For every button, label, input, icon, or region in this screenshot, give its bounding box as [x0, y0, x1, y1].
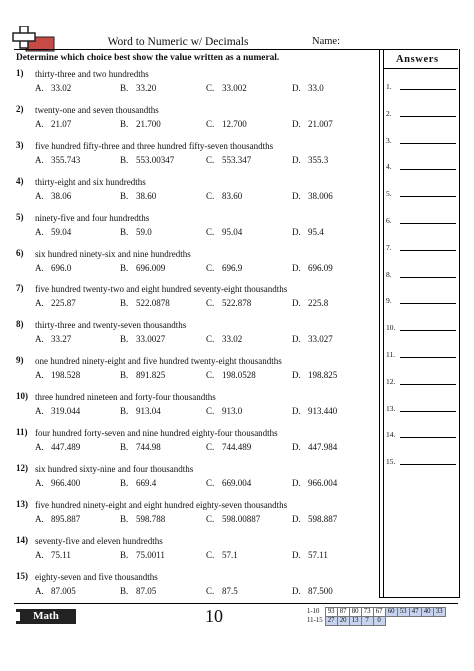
choice-b[interactable]: [120, 83, 156, 93]
choice-value: 33.0027: [136, 334, 166, 345]
choice-value: 198.0528: [222, 370, 256, 381]
choice-b[interactable]: [120, 298, 170, 308]
choice-value: 21.07: [51, 118, 72, 129]
choice-d[interactable]: [292, 370, 337, 380]
question-8: [16, 319, 374, 353]
choice-c[interactable]: [206, 227, 242, 237]
choice-letter: C.: [206, 262, 215, 273]
choice-d[interactable]: [292, 83, 324, 93]
answer-blank[interactable]: [400, 223, 456, 224]
answer-line-7[interactable]: [386, 240, 456, 254]
answer-line-5[interactable]: [386, 186, 456, 200]
choice-letter: B.: [120, 154, 129, 165]
choice-letter: D.: [292, 190, 301, 201]
score-cell: 47: [409, 608, 421, 617]
choice-letter: C.: [206, 585, 215, 596]
score-cell: 53: [397, 608, 409, 617]
answer-line-6[interactable]: [386, 213, 456, 227]
choice-value: 522.878: [222, 298, 252, 309]
question-14: [16, 535, 374, 569]
choice-value: 57.11: [308, 549, 328, 560]
choice-c[interactable]: [206, 155, 251, 165]
choice-letter: A.: [35, 154, 44, 165]
choice-letter: D.: [292, 226, 301, 237]
choice-c[interactable]: [206, 478, 251, 488]
choice-value: 59.04: [51, 226, 72, 237]
choice-value: 598.00887: [222, 513, 261, 524]
choice-letter: B.: [120, 477, 129, 488]
choice-b[interactable]: [120, 442, 161, 452]
choice-d[interactable]: [292, 119, 333, 129]
choice-letter: C.: [206, 513, 215, 524]
choice-value: 355.3: [308, 154, 329, 165]
answer-line-10[interactable]: [386, 320, 456, 334]
question-text: thirty-three and two hundredths: [35, 69, 149, 79]
choice-value: 598.887: [308, 513, 338, 524]
choice-letter: A.: [35, 513, 44, 524]
choice-b[interactable]: [120, 514, 165, 524]
choice-value: 447.489: [51, 442, 81, 452]
question-12: [16, 463, 374, 497]
choice-value: 225.8: [308, 298, 329, 309]
choice-value: 553.00347: [136, 154, 175, 165]
answers-title: Answers: [396, 54, 439, 65]
choice-value: 87.5: [222, 585, 238, 596]
choice-letter: C.: [206, 549, 215, 560]
choice-letter: C.: [206, 406, 215, 417]
choice-letter: D.: [292, 334, 301, 345]
choice-b[interactable]: [120, 155, 174, 165]
choice-letter: C.: [206, 118, 215, 129]
choice-b[interactable]: [120, 227, 152, 237]
choice-value: 87.500: [308, 585, 333, 596]
choice-letter: D.: [292, 513, 301, 524]
choice-letter: A.: [35, 118, 44, 129]
choice-letter: A.: [35, 406, 44, 417]
question-text: thirty-three and twenty-seven thousandths: [35, 320, 187, 331]
choice-b[interactable]: [120, 191, 156, 201]
choice-letter: D.: [292, 370, 301, 381]
question-5: [16, 212, 374, 246]
answer-number: 10.: [386, 323, 396, 333]
choice-a[interactable]: [35, 227, 71, 237]
score-cell: 0: [373, 617, 385, 626]
choice-letter: B.: [120, 442, 129, 452]
question-number: 14): [16, 534, 28, 545]
choice-value: 225.87: [51, 298, 76, 309]
choice-d[interactable]: [292, 550, 328, 560]
choice-letter: D.: [292, 298, 301, 309]
choice-letter: D.: [292, 477, 301, 488]
choice-letter: C.: [206, 477, 215, 488]
choice-a[interactable]: [35, 119, 71, 129]
answer-line-4[interactable]: [386, 159, 456, 173]
choice-d[interactable]: [292, 263, 333, 273]
question-number: 2): [16, 103, 24, 114]
choice-letter: C.: [206, 226, 215, 237]
choice-value: 744.98: [136, 442, 161, 452]
choice-value: 87.05: [136, 585, 157, 596]
choice-letter: B.: [120, 226, 129, 237]
answer-number: 1.: [386, 82, 392, 91]
choice-a[interactable]: [35, 442, 80, 452]
choice-b[interactable]: [120, 370, 165, 380]
choice-a[interactable]: [35, 263, 71, 273]
choice-letter: A.: [35, 298, 44, 309]
choice-value: 895.887: [51, 513, 81, 524]
choice-value: 33.0: [308, 83, 324, 93]
answer-line-15[interactable]: [386, 454, 456, 468]
choice-b[interactable]: [120, 586, 156, 596]
answer-line-13[interactable]: [386, 401, 456, 415]
choice-letter: D.: [292, 118, 301, 129]
question-2: [16, 104, 374, 138]
question-3: [16, 140, 374, 174]
choice-letter: B.: [120, 549, 129, 560]
choice-value: 522.0878: [136, 298, 170, 309]
choice-value: 33.002: [222, 83, 247, 93]
choice-letter: B.: [120, 370, 129, 381]
question-text: thirty-eight and six hundredths: [35, 176, 146, 187]
choice-letter: A.: [35, 442, 44, 452]
choice-letter: B.: [120, 83, 129, 93]
choice-value: 75.0011: [136, 549, 165, 560]
choice-value: 95.4: [308, 226, 324, 237]
choice-d[interactable]: [292, 586, 333, 596]
answer-blank[interactable]: [400, 437, 456, 438]
choice-value: 966.400: [51, 477, 81, 488]
choice-letter: C.: [206, 334, 215, 345]
choice-letter: C.: [206, 83, 215, 93]
score-cell: 33: [433, 608, 445, 617]
choice-c[interactable]: [206, 119, 247, 129]
choice-letter: C.: [206, 190, 215, 201]
question-number: 12): [16, 462, 28, 473]
choice-value: 696.0: [51, 262, 72, 273]
choice-a[interactable]: [35, 83, 71, 93]
choice-letter: A.: [35, 585, 44, 596]
answer-number: 6.: [386, 216, 392, 225]
answer-number: 7.: [386, 242, 392, 252]
choice-c[interactable]: [206, 83, 247, 93]
answers-divider: [383, 68, 458, 69]
choice-value: 553.347: [222, 154, 252, 165]
score-cell: 67: [373, 608, 385, 617]
choice-d[interactable]: [292, 334, 333, 344]
choice-d[interactable]: [292, 406, 337, 416]
answer-number: 12.: [386, 376, 396, 386]
choice-c[interactable]: [206, 298, 251, 308]
question-text: six hundred sixty-nine and four thousandths: [35, 463, 194, 474]
choice-value: 891.825: [136, 370, 166, 381]
choice-value: 57.1: [222, 549, 238, 560]
choice-letter: D.: [292, 406, 301, 417]
question-text: seventy-five and eleven hundredths: [35, 535, 163, 546]
choice-c[interactable]: [206, 550, 238, 560]
answer-number: 2.: [386, 108, 392, 118]
score-cell: 27: [325, 617, 337, 626]
answer-line-1[interactable]: [386, 79, 456, 93]
choice-c[interactable]: [206, 370, 256, 380]
answer-blank[interactable]: [400, 303, 456, 304]
choice-value: 913.0: [222, 406, 243, 417]
footer-divider: [14, 603, 458, 604]
choice-a[interactable]: [35, 478, 80, 488]
choice-letter: D.: [292, 262, 301, 273]
choice-value: 913.04: [136, 406, 161, 417]
choice-value: 95.04: [222, 226, 243, 237]
answer-number: 3.: [386, 135, 392, 145]
question-number: 6): [16, 247, 24, 258]
page-number: 10: [205, 606, 223, 626]
choice-value: 83.60: [222, 190, 243, 201]
choice-d[interactable]: [292, 298, 328, 308]
question-number: 8): [16, 319, 24, 330]
choice-value: 33.02: [222, 334, 243, 345]
choice-letter: C.: [206, 298, 215, 309]
choice-value: 319.044: [51, 406, 81, 417]
question-13: [16, 499, 374, 533]
answer-line-8[interactable]: [386, 267, 456, 281]
choice-value: 669.004: [222, 477, 252, 488]
choice-value: 447.984: [308, 442, 338, 452]
choice-c[interactable]: [206, 334, 242, 344]
score-row: [306, 617, 445, 626]
question-9: [16, 355, 374, 389]
question-number: 9): [16, 355, 24, 366]
subject-badge: Math: [16, 609, 76, 624]
choice-d[interactable]: [292, 478, 337, 488]
choice-value: 744.489: [222, 442, 252, 452]
choice-value: 966.004: [308, 477, 338, 488]
answer-line-14[interactable]: [386, 427, 456, 441]
choice-value: 33.27: [51, 334, 72, 345]
choice-c[interactable]: [206, 442, 251, 452]
choice-value: 355.743: [51, 154, 81, 165]
choice-letter: D.: [292, 585, 301, 596]
answer-blank[interactable]: [400, 384, 456, 385]
choice-letter: B.: [120, 190, 129, 201]
choice-letter: A.: [35, 83, 44, 93]
choice-c[interactable]: [206, 406, 242, 416]
answer-number: 15.: [386, 457, 396, 467]
question-6: [16, 248, 374, 282]
choice-value: 696.009: [136, 262, 166, 273]
choice-value: 75.11: [51, 549, 71, 560]
choice-d[interactable]: [292, 227, 324, 237]
answer-line-12[interactable]: [386, 374, 456, 388]
answer-number: 4.: [386, 162, 392, 172]
choice-c[interactable]: [206, 586, 238, 596]
question-number: 1): [16, 68, 24, 78]
choice-a[interactable]: [35, 550, 71, 560]
choice-a[interactable]: [35, 370, 80, 380]
choice-d[interactable]: [292, 155, 328, 165]
question-text: ninety-five and four hundredths: [35, 212, 150, 223]
choice-b[interactable]: [120, 263, 165, 273]
score-row-label: 1-10: [307, 608, 320, 615]
choice-value: 198.528: [51, 370, 81, 381]
choice-b[interactable]: [120, 406, 161, 416]
question-text: eighty-seven and five thousandths: [35, 571, 158, 582]
choice-a[interactable]: [35, 191, 71, 201]
choice-value: 38.60: [136, 190, 157, 201]
choice-value: 696.09: [308, 262, 333, 273]
answer-blank[interactable]: [400, 169, 456, 170]
question-number: 4): [16, 175, 24, 186]
choice-value: 913.440: [308, 406, 338, 417]
choice-letter: D.: [292, 83, 301, 93]
choice-value: 38.006: [308, 190, 333, 201]
choice-d[interactable]: [292, 442, 337, 452]
answer-blank[interactable]: [400, 411, 456, 412]
answer-line-3[interactable]: [386, 133, 456, 147]
score-row-label: 11-15: [307, 617, 323, 624]
score-cell: 93: [325, 608, 337, 617]
choice-letter: B.: [120, 513, 129, 524]
choice-value: 87.005: [51, 585, 76, 596]
answer-number: 8.: [386, 269, 392, 279]
choice-a[interactable]: [35, 406, 80, 416]
choice-value: 33.027: [308, 334, 333, 345]
score-cell: 60: [385, 608, 397, 617]
question-text: twenty-one and seven thousandths: [35, 104, 159, 115]
choice-b[interactable]: [120, 478, 156, 488]
answer-number: 14.: [386, 430, 396, 440]
score-table: [306, 607, 446, 626]
instructions: Determine which choice best show the value written as a numeral.: [16, 53, 280, 63]
question-number: 3): [16, 139, 24, 150]
score-row: [306, 608, 445, 617]
answer-blank[interactable]: [400, 357, 456, 358]
score-cell: 87: [337, 608, 349, 617]
question-text: one hundred ninety-eight and five hundred twenty-eight thousandths: [35, 356, 282, 367]
choice-c[interactable]: [206, 263, 242, 273]
choice-value: 669.4: [136, 477, 157, 488]
choice-b[interactable]: [120, 550, 165, 560]
choice-letter: B.: [120, 298, 129, 309]
question-10: [16, 391, 374, 425]
score-cell: 73: [361, 608, 373, 617]
choice-value: 33.20: [136, 83, 157, 93]
choice-a[interactable]: [35, 155, 80, 165]
choice-letter: D.: [292, 549, 301, 560]
choice-letter: B.: [120, 334, 129, 345]
choice-b[interactable]: [120, 119, 161, 129]
choice-value: 598.788: [136, 513, 166, 524]
answer-blank[interactable]: [400, 143, 456, 144]
question-number: 5): [16, 211, 24, 222]
answer-number: 13.: [386, 403, 396, 413]
question-text: six hundred ninety-six and nine hundredths: [35, 248, 191, 259]
choice-letter: B.: [120, 118, 129, 129]
choice-letter: A.: [35, 190, 44, 201]
choice-letter: D.: [292, 154, 301, 165]
answer-number: 5.: [386, 189, 392, 199]
answer-number: 9.: [386, 296, 392, 306]
question-11: [16, 427, 374, 461]
choice-c[interactable]: [206, 514, 260, 524]
question-4: [16, 176, 374, 210]
choice-letter: B.: [120, 585, 129, 596]
answer-line-2[interactable]: [386, 106, 456, 120]
score-cell: 13: [349, 617, 361, 626]
answer-blank[interactable]: [400, 116, 456, 117]
choice-value: 696.9: [222, 262, 243, 273]
question-text: three hundred nineteen and forty-four thousandths: [35, 392, 216, 403]
question-text: five hundred fifty-three and three hundred fifty-seven thousandths: [35, 140, 274, 151]
question-number: 10): [16, 391, 28, 402]
choice-letter: A.: [35, 477, 44, 488]
choice-a[interactable]: [35, 298, 76, 308]
question-number: 11): [16, 427, 28, 437]
question-text: five hundred ninety-eight and eight hundred eighty-seven thousandths: [35, 499, 288, 510]
choice-letter: C.: [206, 370, 215, 381]
choice-b[interactable]: [120, 334, 165, 344]
choice-letter: C.: [206, 442, 215, 452]
choice-letter: B.: [120, 262, 129, 273]
choice-value: 21.007: [308, 118, 333, 129]
question-number: 7): [16, 283, 24, 294]
worksheet-title: Word to Numeric w/ Decimals: [107, 36, 249, 48]
choice-letter: A.: [35, 549, 44, 560]
choice-letter: D.: [292, 442, 301, 452]
choice-d[interactable]: [292, 514, 337, 524]
choice-letter: C.: [206, 154, 215, 165]
answer-number: 11.: [386, 350, 396, 359]
choice-letter: A.: [35, 334, 44, 345]
score-cell: 80: [349, 608, 361, 617]
question-number: 13): [16, 498, 28, 509]
answer-line-11[interactable]: [386, 347, 456, 361]
answer-blank[interactable]: [400, 277, 456, 278]
answer-blank[interactable]: [400, 89, 456, 90]
question-number: 15): [16, 570, 28, 581]
question-1: [16, 68, 374, 102]
choice-value: 21.700: [136, 118, 161, 129]
choice-c[interactable]: [206, 191, 242, 201]
choice-a[interactable]: [35, 514, 80, 524]
score-cell: 40: [421, 608, 433, 617]
choice-letter: A.: [35, 262, 44, 273]
choice-letter: A.: [35, 370, 44, 381]
choice-value: 59.0: [136, 226, 152, 237]
answer-blank[interactable]: [400, 330, 456, 331]
answer-blank[interactable]: [400, 250, 456, 251]
question-text: four hundred forty-seven and nine hundred eighty-four thousandths: [35, 428, 278, 438]
choice-letter: B.: [120, 406, 129, 417]
choice-value: 38.06: [51, 190, 72, 201]
score-cell: 20: [337, 617, 349, 626]
choice-value: 12.700: [222, 118, 247, 129]
question-text: five hundred twenty-two and eight hundred seventy-eight thousandths: [35, 284, 288, 295]
choice-letter: A.: [35, 226, 44, 237]
score-cell: 7: [361, 617, 373, 626]
answer-blank[interactable]: [400, 196, 456, 197]
choice-a[interactable]: [35, 334, 71, 344]
choice-d[interactable]: [292, 191, 333, 201]
name-label: Name:: [312, 36, 340, 47]
question-7: [16, 283, 374, 317]
choice-value: 33.02: [51, 83, 72, 93]
answer-line-9[interactable]: [386, 293, 456, 307]
choice-value: 198.825: [308, 370, 338, 381]
question-15: [16, 571, 374, 605]
choice-a[interactable]: [35, 586, 76, 596]
answer-blank[interactable]: [400, 464, 456, 465]
